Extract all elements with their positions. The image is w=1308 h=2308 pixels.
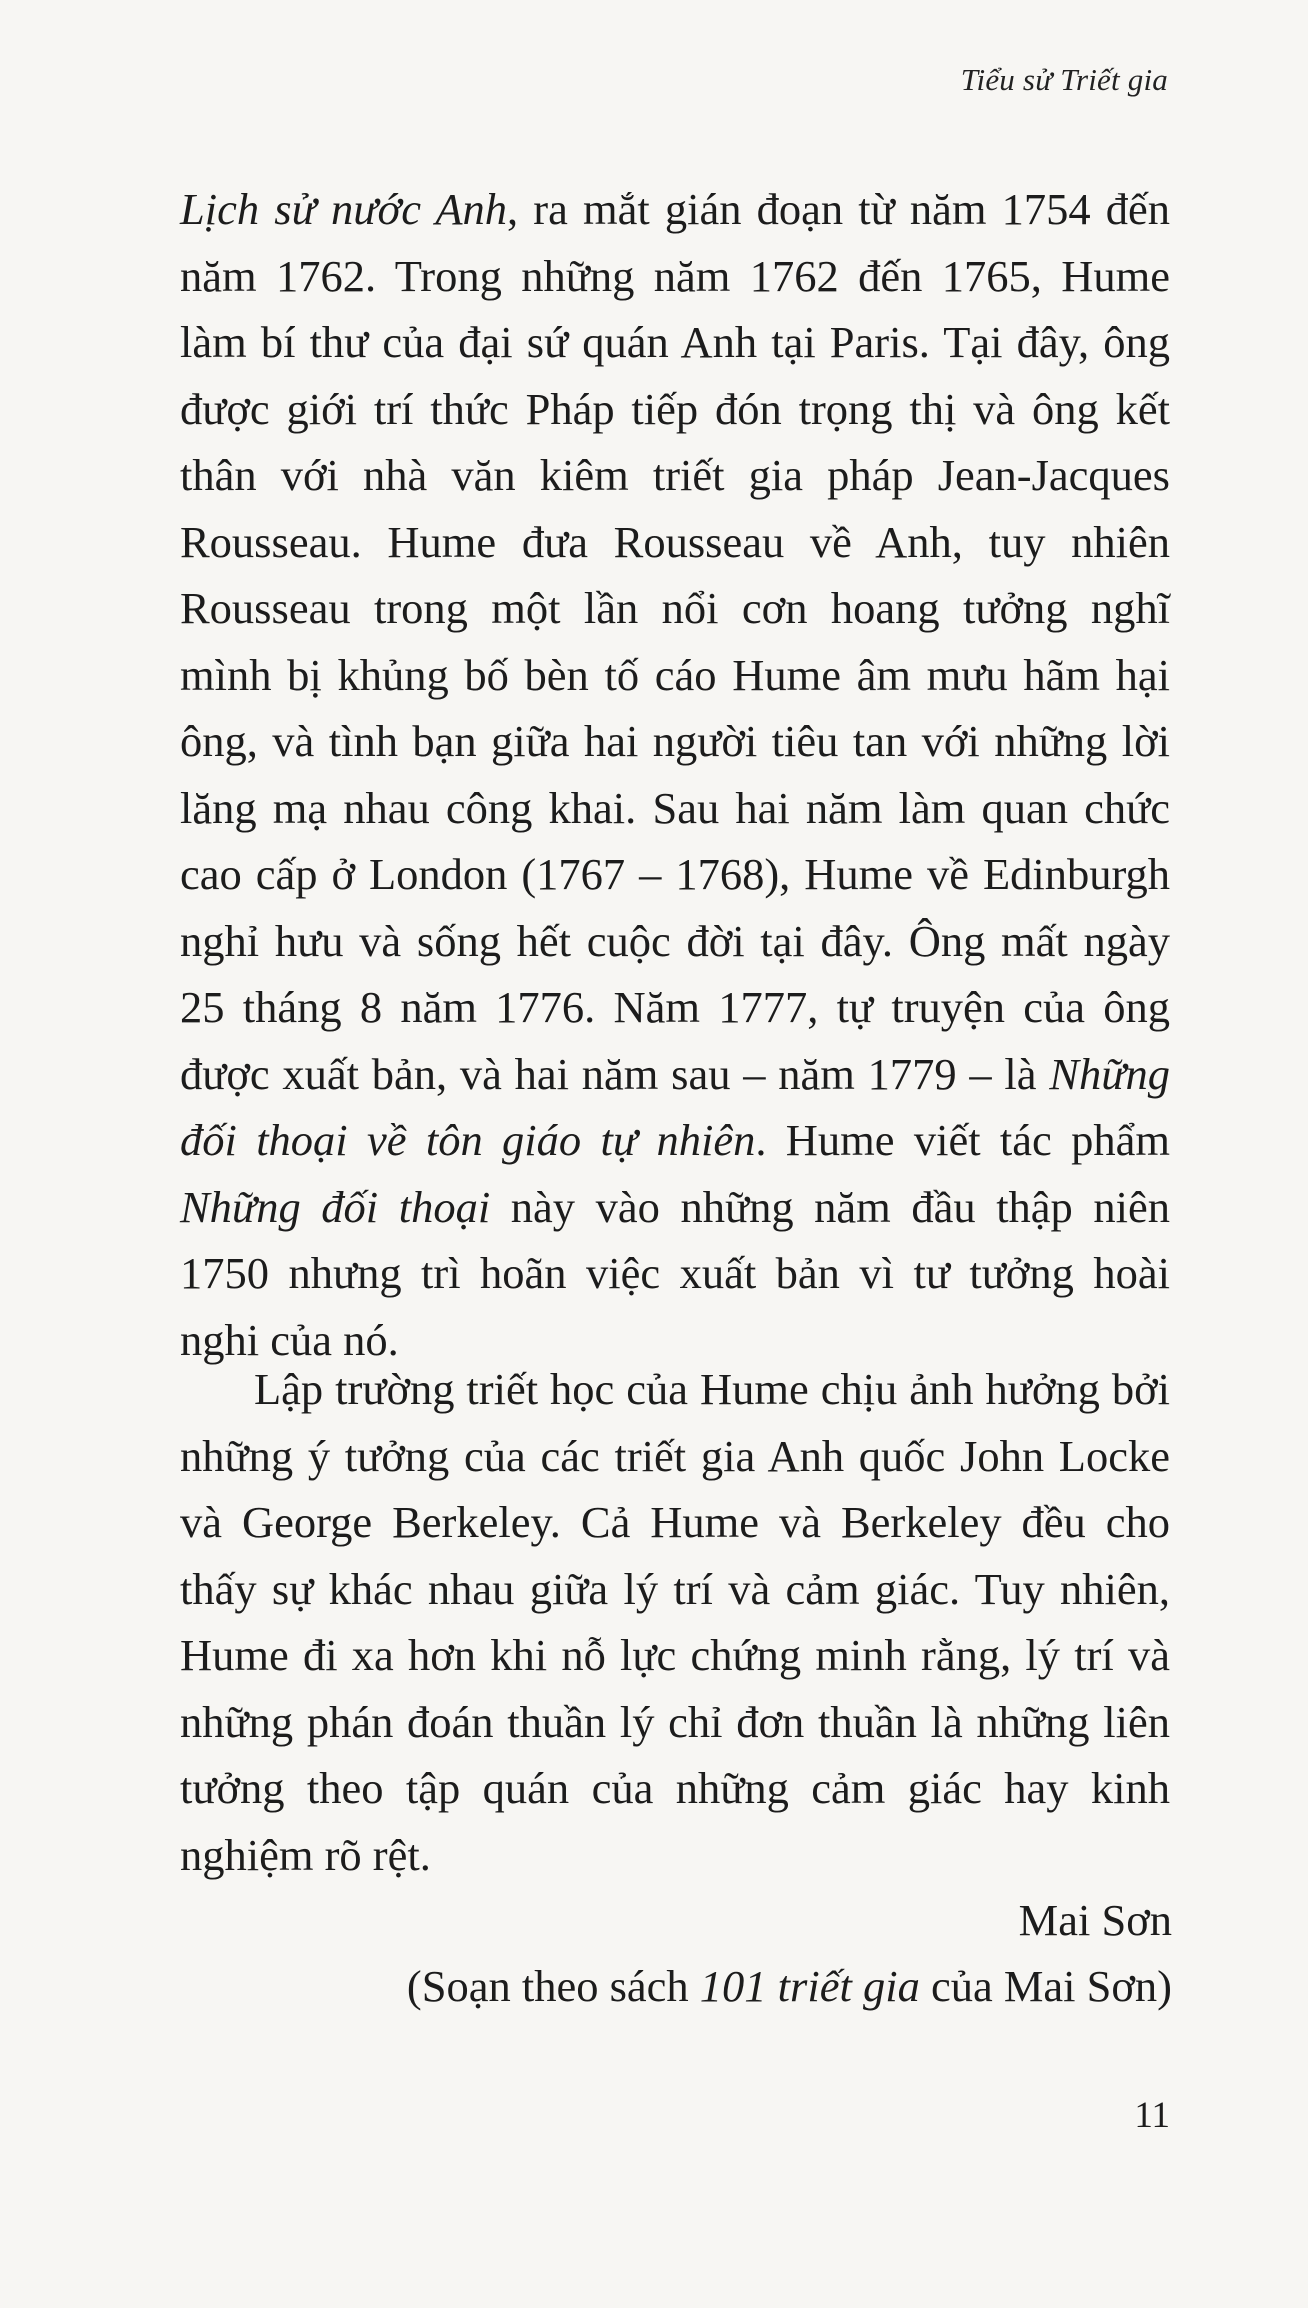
author-signature: Mai Sơn [1018, 1895, 1172, 1945]
source-book-title: 101 triết gia [699, 1961, 920, 2011]
book-title-dialogues-short: Những đối thoại [180, 1181, 491, 1232]
book-title-history-of-england: Lịch sử nước Anh [180, 184, 508, 234]
source-note-close: của Mai Sơn) [919, 1961, 1172, 2011]
body-paragraph-1 [180, 176, 1170, 1373]
body-paragraph-2: Lập trường triết học của Hume chịu ảnh hưởng bởi những ý tưởng của các triết gia Anh quốc John Locke và George Berkeley. Cả Hume và Berkeley đều cho thấy sự khác nhau giữa lý trí và cảm giác. Tuy nhiên, Hume đi xa hơn khi nỗ lực chứng minh rằng, lý trí và những phán đoán thuần lý chỉ đơn thuần là những liên tưởng theo tập quán của những cảm giác hay kinh nghiệm rõ rệt. [180, 1364, 1170, 1880]
book-title-dialogues: Những đối thoại về tôn giáo tự nhiên [180, 1048, 1170, 1165]
running-header: Tiểu sử Triết gia [960, 62, 1168, 97]
source-note-open: (Soạn theo sách [406, 1961, 700, 2011]
paragraph-text: này vào những năm đầu thập niên 1750 nhưng trì hoãn việc xuất bản vì tư tưởng hoài nghi của nó. [180, 1181, 1171, 1365]
paragraph-text: , ra mắt gián đoạn từ năm 1754 đến năm 1762. Trong những năm 1762 đến 1765, Hume làm bí thư của đại sứ quán Anh tại Paris. Tại đây, ông được giới trí thức Pháp tiếp đón trọng thị và ông kết thân với nhà văn kiêm triết gia pháp Jean-Jacques Rousseau. Hume đưa Rousseau về Anh, tuy nhiên Rousseau trong một lần nổi cơn hoang tưởng nghĩ mình bị khủng bố bèn tố cáo Hume âm mưu hãm hại ông, và tình bạn giữa hai người tiêu tan với những lời lăng mạ nhau công khai. Sau hai năm làm quan chức cao cấp ở London (1767 – 1768), Hume về Edinburgh nghỉ hưu và sống hết cuộc đời tại đây. Ông mất ngày 25 tháng 8 năm 1776. Năm 1777, tự truyện của ông được xuất bản, và hai năm sau – năm 1779 – là [180, 184, 1170, 1099]
source-note [407, 1953, 1172, 2020]
paragraph-text: . Hume viết tác phẩm [755, 1115, 1170, 1165]
page-number: 11 [1134, 2095, 1170, 2136]
